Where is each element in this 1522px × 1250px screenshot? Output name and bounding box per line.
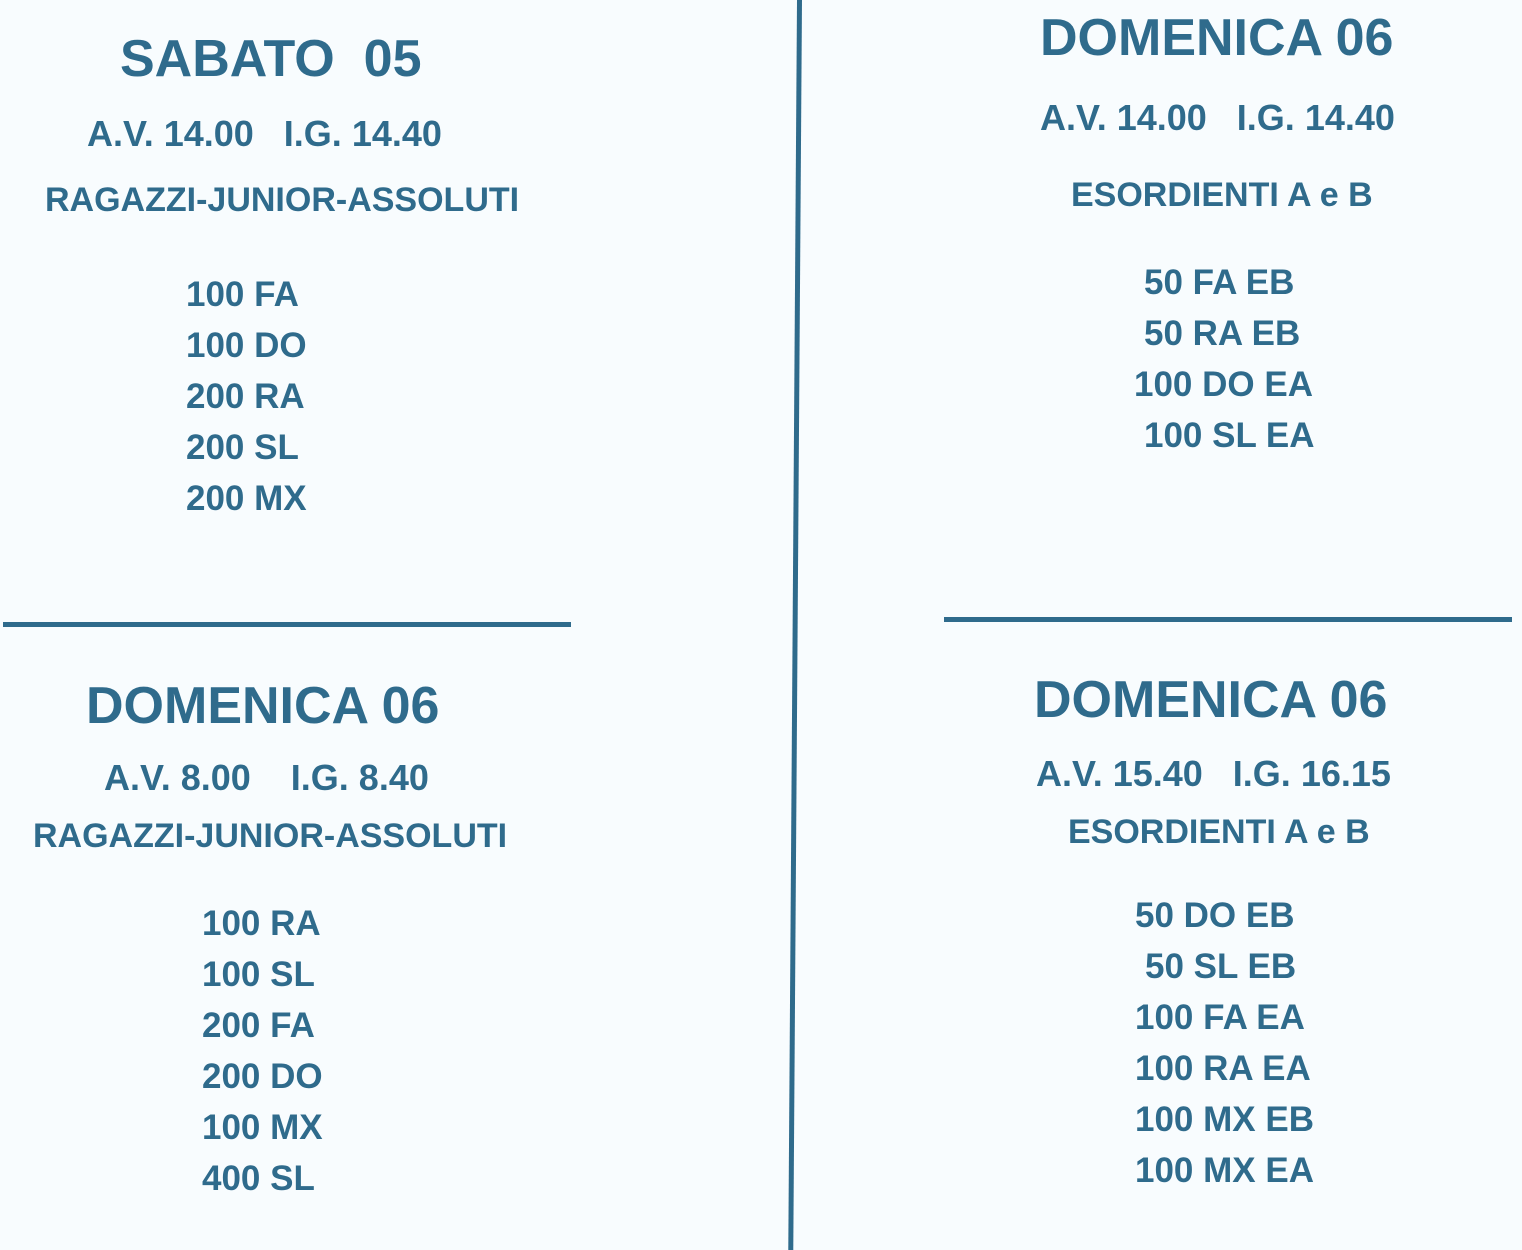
event-item: 100 DO (186, 326, 307, 365)
session-category: RAGAZZI-JUNIOR-ASSOLUTI (33, 817, 508, 855)
event-item: 200 SL (186, 428, 299, 467)
session-category: ESORDIENTI A e B (1071, 176, 1373, 214)
event-item: 50 FA EB (1144, 263, 1295, 302)
horizontal-divider-left (3, 622, 571, 627)
event-item: 100 MX (202, 1108, 323, 1147)
event-item: 50 DO EB (1135, 896, 1295, 935)
event-item: 100 SL (202, 955, 315, 994)
event-item: 100 SL EA (1144, 416, 1315, 455)
session-times: A.V. 15.40 I.G. 16.15 (1036, 753, 1391, 794)
session-title: DOMENICA 06 (1034, 671, 1388, 729)
event-item: 200 DO (202, 1057, 323, 1096)
event-item: 100 RA (202, 904, 321, 943)
event-item: 100 DO EA (1134, 365, 1313, 404)
event-item: 100 MX EA (1135, 1151, 1314, 1190)
event-item: 100 MX EB (1135, 1100, 1314, 1139)
session-times: A.V. 14.00 I.G. 14.40 (87, 113, 442, 154)
event-item: 50 SL EB (1145, 947, 1297, 986)
session-title: DOMENICA 06 (1040, 9, 1394, 67)
event-item: 200 RA (186, 377, 305, 416)
horizontal-divider-right (944, 617, 1512, 622)
session-title: DOMENICA 06 (86, 677, 440, 735)
session-category: ESORDIENTI A e B (1068, 813, 1370, 851)
session-times: A.V. 8.00 I.G. 8.40 (104, 757, 429, 798)
event-item: 200 FA (202, 1006, 315, 1045)
vertical-divider (788, 0, 802, 1250)
session-times: A.V. 14.00 I.G. 14.40 (1040, 97, 1395, 138)
event-item: 100 FA (186, 275, 299, 314)
event-item: 100 RA EA (1135, 1049, 1311, 1088)
session-title: SABATO 05 (120, 30, 422, 88)
event-item: 50 RA EB (1144, 314, 1301, 353)
event-item: 200 MX (186, 479, 307, 518)
event-item: 400 SL (202, 1159, 315, 1198)
session-category: RAGAZZI-JUNIOR-ASSOLUTI (45, 181, 520, 219)
event-item: 100 FA EA (1135, 998, 1305, 1037)
